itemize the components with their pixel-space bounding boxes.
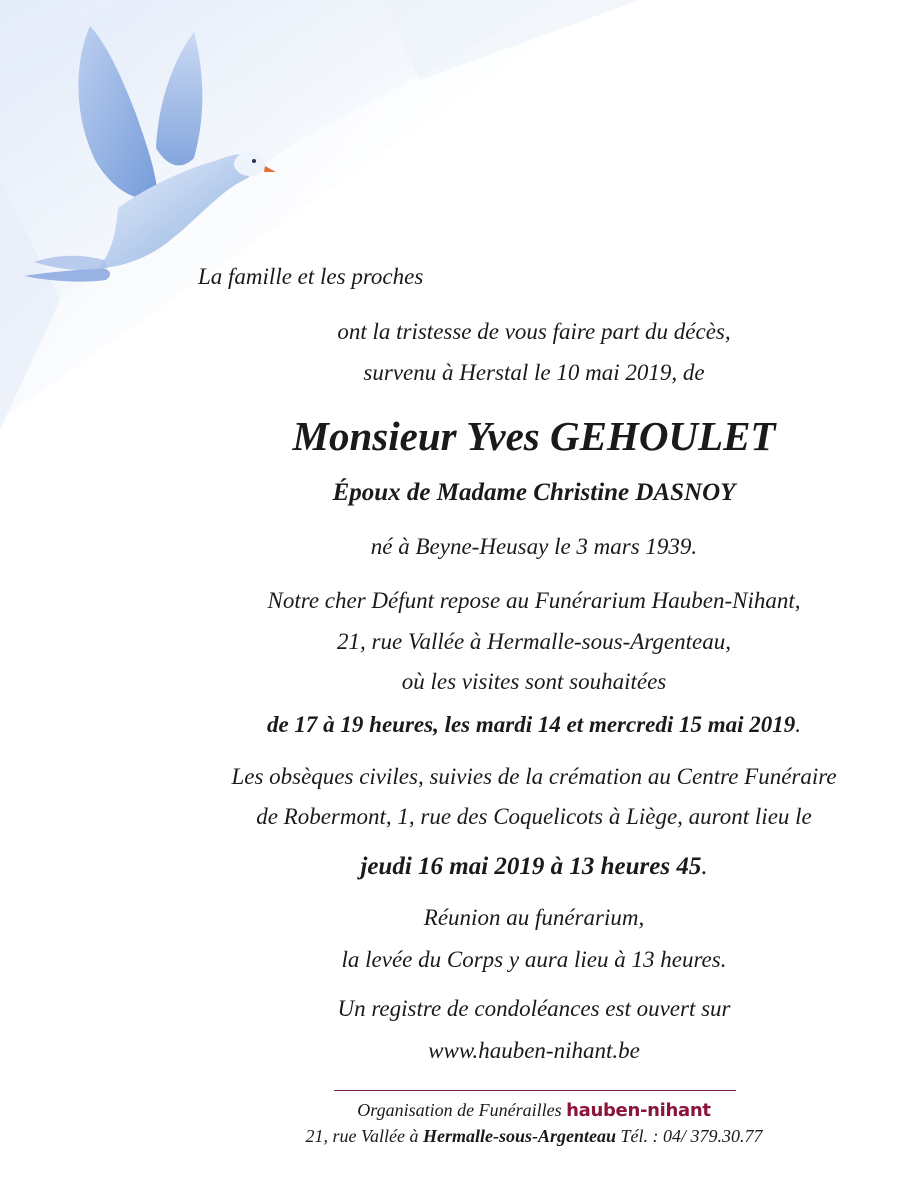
intro-text: La famille et les proches <box>198 264 424 289</box>
footer-divider <box>334 1090 736 1091</box>
funeral-date-end: . <box>701 853 708 880</box>
footer-address-town: Hermalle-sous-Argenteau <box>422 1126 616 1146</box>
announce-line-1: ont la tristesse de vous faire part du décès, <box>337 319 731 344</box>
footer-organisation <box>0 1100 918 1121</box>
funeral-line-1: Les obsèques civiles, suivies de la crémation au Centre Funéraire <box>231 764 837 789</box>
meeting-line-1: Réunion au funérarium, <box>423 905 645 930</box>
visits-end: . <box>795 712 802 737</box>
funeral-date-line <box>0 853 918 881</box>
funeral-line-2: de Robermont, 1, rue des Coquelicots à Liège, auront lieu le <box>256 804 812 829</box>
rest-line-3: où les visites sont souhaitées <box>401 669 667 694</box>
footer-org-prefix: Organisation de Funérailles <box>357 1100 562 1120</box>
register-line-1: Un registre de condoléances est ouvert sur <box>337 996 731 1021</box>
rest-line-1: Notre cher Défunt repose au Funérarium Hauben-Nihant, <box>267 588 801 613</box>
meeting-line-2: la levée du Corps y aura lieu à 13 heures. <box>341 947 727 972</box>
funeral-date-bold: jeudi 16 mai 2019 à 13 heures 45 <box>360 853 702 880</box>
footer-phone: Tél. : 04/ 379.30.77 <box>620 1126 763 1146</box>
rest-line-2: 21, rue Vallée à Hermalle-sous-Argenteau, <box>337 629 731 654</box>
visits-line <box>0 712 918 738</box>
birth-line: né à Beyne-Heusay le 3 mars 1939. <box>370 534 698 559</box>
visits-bold: de 17 à 19 heures, les mardi 14 et mercredi 15 mai 2019 <box>266 712 796 737</box>
register-url[interactable]: www.hauben-nihant.be <box>428 1038 640 1063</box>
deceased-name: Monsieur Yves GEHOULET <box>292 413 776 459</box>
brand-logo: hauben-nihant <box>566 1100 711 1121</box>
footer-address-prefix: 21, rue Vallée à <box>305 1126 419 1146</box>
spouse-line: Époux de Madame Christine DASNOY <box>332 479 736 506</box>
announce-line-2: survenu à Herstal le 10 mai 2019, de <box>363 360 705 385</box>
footer-address <box>0 1126 918 1147</box>
